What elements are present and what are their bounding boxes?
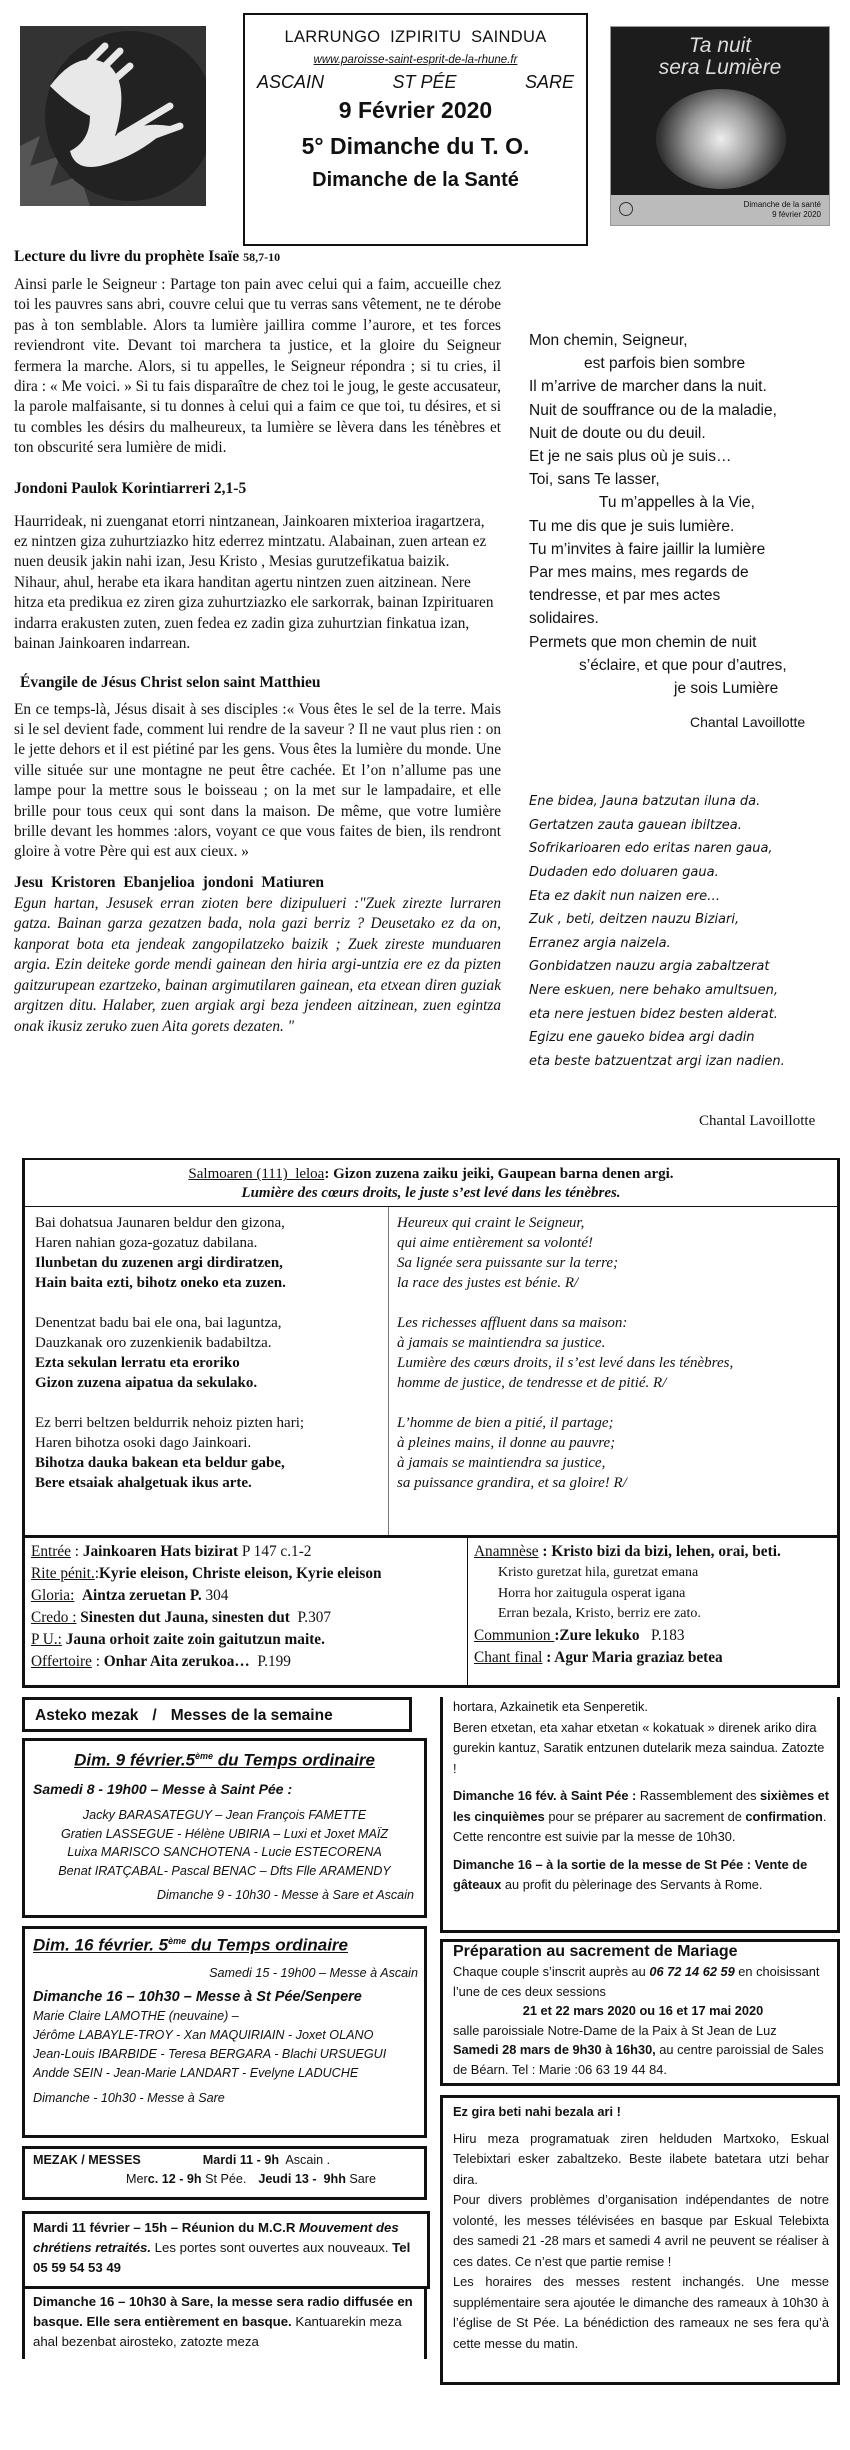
psalm-stanza xyxy=(35,1413,384,1493)
poem-author: Chantal Lavoillotte xyxy=(699,1113,816,1130)
poem-line: Gertatzen zauta gauean ibiltzea. xyxy=(529,817,742,833)
sunday-9-title: Dim. 9 février.5ème du Temps ordinaire xyxy=(74,1751,375,1771)
mcr-meeting-box: Mardi 11 février – 15h – Réunion du M.C.R Mouvement des chrétiens retraités. Les portes sont ouvertes aux nouveaux. Tel 05 59 54 53 49 xyxy=(22,2211,430,2289)
poem-line: solidaires. xyxy=(529,610,599,628)
lights-illustration xyxy=(656,89,786,189)
poem-line: Gonbidatzen nauzu argia zabaltzerat xyxy=(529,959,770,975)
chant-page: 304 xyxy=(201,1587,229,1605)
reading-corinthians xyxy=(14,479,501,655)
village-st-pee: ST PÉE xyxy=(392,72,457,92)
radio-mass-box: Dimanche 16 – 10h30 à Sare, la messe sera radio diffusée en basque. Elle sera entièrement en basque. Kantuarekin meza ahal bezenbat airosteko, zatozte meza xyxy=(22,2289,427,2359)
chant-title: Kyrie eleison, Christe eleison, Kyrie eleison xyxy=(98,1565,382,1583)
chant-title: Onhar Aita zerukoa… xyxy=(103,1653,250,1671)
intentions-list xyxy=(33,2007,424,2083)
psalm-stanza xyxy=(35,1313,384,1393)
psalm-box xyxy=(22,1158,840,1538)
poem-line: Dudaden edo doluaren gaua. xyxy=(529,865,719,881)
poster-image xyxy=(610,26,830,226)
lower-left-column xyxy=(22,1697,430,2359)
confirmation-notice: Dimanche 16 fév. à Saint Pée : Rassemblement des sixièmes et les cinquièmes pour se préparer au sacrement de confirmation. Cette rencontre est suivie par la messe de 10h30. xyxy=(453,1788,830,1845)
chant-page: P.307 xyxy=(289,1609,332,1627)
poems-column xyxy=(529,247,840,1130)
poem-line: Nuit de souffrance ou de la maladie, xyxy=(529,401,777,419)
chant-item xyxy=(31,1607,463,1629)
poem-line: eta beste batzuentzat argi izan nadien. xyxy=(529,1053,785,1069)
gospel-eu xyxy=(14,873,501,1038)
sunday-9-mass: Dimanche 9 - 10h30 - Messe à Sare et Ascain xyxy=(156,1888,414,1903)
poem-line: Mon chemin, Seigneur, xyxy=(529,332,688,349)
chant-label: Entrée xyxy=(31,1543,71,1561)
gospel-fr xyxy=(14,673,501,863)
psalm-line: Les richesses affluent dans sa maison: xyxy=(397,1315,628,1332)
psalm-line: Heureux qui craint le Seigneur, xyxy=(397,1215,585,1232)
sunday-9-box xyxy=(22,1738,427,1918)
chant-sep: : xyxy=(91,1653,104,1671)
chants-right xyxy=(468,1538,837,1685)
chant-page: P 147 c.1-2 xyxy=(238,1543,312,1561)
chant-title: Jauna orhoit zaite zoin gaitutzun maite. xyxy=(65,1631,325,1649)
cake-sale-notice: Dimanche 16 – à la sortie de la messe de St Pée : Vente de gâteaux au profit du pèlerinage des Servants à Rome. xyxy=(453,1856,808,1893)
psalm-stanza xyxy=(397,1413,833,1493)
chant-label: P U.: xyxy=(31,1631,62,1649)
chant-label: Gloria: xyxy=(31,1587,75,1605)
communion-label: Communion xyxy=(474,1626,555,1644)
radio-continued-box: hortara, Azkainetik eta Senperetik. Beren etxetan, eta xahar etxetan « kokatuak » direnek ariko dira gurekin kantuz, Saratik entzunen dutelarik meza saindua. Zatozte ! Dimanche 16 fév. à Saint Pée : Rassemblement des sixièmes et les cinquièmes pour se préparer au sacrement de confirmation. Cette rencontre est suivie par la messe de 10h30. Dimanche 16 – à la sortie de la messe de St Pée : Vente de gâteaux au profit du pèlerinage des Servants à Rome. xyxy=(440,1697,840,1933)
intention-line: Marie Claire LAMOTHE (neuvaine) – xyxy=(33,2009,239,2024)
psalm-line: Gizon zuzena aipatua da sekulako. xyxy=(35,1375,258,1392)
poem-line: Il m’arrive de marcher dans la nuit. xyxy=(529,378,767,396)
poem-line: Nuit de doute ou du deuil. xyxy=(529,424,706,442)
poem-line: eta nere jestuen bidez besten alderat. xyxy=(529,1006,778,1022)
poem-line: Ene bidea, Jauna batzutan iluna da. xyxy=(529,794,761,810)
poem-line: tendresse, et par mes actes xyxy=(529,587,721,605)
header-area xyxy=(0,0,850,247)
sunday-theme: Dimanche de la Santé xyxy=(312,169,519,191)
reading-title: Évangile de Jésus Christ selon saint Matthieu xyxy=(20,673,321,691)
bulletin-date: 9 Février 2020 xyxy=(338,97,493,123)
saturday-8-mass: Samedi 8 - 19h00 – Messe à Saint Pée : xyxy=(33,1781,293,1798)
marriage-title: Préparation au sacrement de Mariage xyxy=(453,1943,738,1961)
chant-label: Credo : xyxy=(31,1609,77,1627)
poster-title-1: Ta nuit xyxy=(688,34,752,57)
chant-item xyxy=(31,1541,463,1563)
poem-line: Eta ez dakit nun naizen ere… xyxy=(529,888,721,904)
saturday-15-mass: Samedi 15 - 19h00 – Messe à Ascain xyxy=(209,1966,418,1981)
poster-footer-1: Dimanche de la santé xyxy=(743,200,821,209)
poster-title-2: sera Lumière xyxy=(658,56,782,79)
psalm-line: à jamais se maintiendra sa justice. xyxy=(397,1335,606,1352)
poem-line: Zuk , beti, deitzen nauzu Biziari, xyxy=(529,912,740,928)
poem-author: Chantal Lavoillotte xyxy=(690,714,806,731)
lower-section xyxy=(0,1697,850,2385)
tv-masses-title: Ez gira beti nahi bezala ari ! xyxy=(453,2104,621,2120)
psalm-refrain-eu: : Gizon zuzena zaiku jeiki, Gaupean barna denen argi. xyxy=(324,1166,674,1183)
lower-right-column xyxy=(440,1697,840,2385)
psalm-line: à pleines mains, il donne au pauvre; xyxy=(397,1435,616,1452)
communion-page: P.183 xyxy=(639,1626,685,1644)
psalm-line: Ilunbetan du zuzenen argi dirdiratzen, xyxy=(35,1255,283,1272)
marriage-phone[interactable]: 06 72 14 62 59 xyxy=(649,1964,735,1980)
cef-logo-icon xyxy=(619,202,633,216)
poem-line: Et je ne sais plus où je suis… xyxy=(529,448,732,466)
poem-french xyxy=(529,329,840,700)
psalm-line: Bai dohatsua Jaunaren beldur den gizona, xyxy=(35,1215,285,1232)
anamnese-line: Horra hor zaitugula osperat igana xyxy=(498,1585,686,1601)
psalm-line: qui aime entièrement sa volonté! xyxy=(397,1235,594,1252)
intention-line: Jean-Louis IBARBIDE - Teresa BERGARA - Blachi URSUEGUI xyxy=(33,2047,387,2062)
marriage-dates: 21 et 22 mars 2020 ou 16 et 17 mai 2020 xyxy=(522,2003,764,2019)
sunday-16-mass: Dimanche 16 – 10h30 – Messe à St Pée/Senpere xyxy=(33,1989,362,2006)
psalm-stanza xyxy=(397,1213,833,1293)
poem-line: s’éclaire, et que pour d’autres, xyxy=(579,656,787,674)
anamnese-title: : Kristo bizi da bizi, lehen, orai, beti. xyxy=(538,1543,781,1561)
village-ascain: ASCAIN xyxy=(257,72,325,92)
communion-title: :Zure lekuko xyxy=(554,1626,640,1644)
intention-line: Andde SEIN - Jean-Marie LANDART - Evelyne LADUCHE xyxy=(33,2066,359,2081)
intentions-list xyxy=(25,1806,424,1880)
readings-column xyxy=(14,247,501,1037)
chant-title: Aintza zeruetan P. xyxy=(82,1587,202,1605)
poem-line: est parfois bien sombre xyxy=(584,355,746,373)
chant-item xyxy=(31,1563,463,1585)
final-title: : Agur Maria graziaz betea xyxy=(542,1648,723,1666)
psalm-line: Hain baita ezti, bihotz oneko eta zuzen. xyxy=(35,1275,286,1292)
psalm-stanza xyxy=(35,1213,384,1293)
chant-label: Offertoire xyxy=(31,1653,92,1671)
header-box xyxy=(243,13,588,246)
reading-text: Haurrideak, ni zuenganat etorri nintzanean, Jainkoaren mixterioa iragartzera, ez nintzen giza zuhurtziazko hitz ederrez mintzatu. Alabainan, zuen artean ez nuen deusik jakin nahi izan, Jesu Kristo , Mesias gurutzefikatua baizik. Nihaur, ahul, herabe eta ikara handitan agertu nintzen zuen aitzinean. Nere hitza eta predikua ez ziren giza zuhurtziazko ele sarkorrak, bainan Izpirituaren indarra erakusten zuten, zuen fedea ez zadin giza zuhurtzian finkatua izan, bainan Jainkoaren indarrean. xyxy=(14,512,494,653)
psalm-line: Ezta sekulan lerratu eta eroriko xyxy=(35,1355,240,1372)
poster-footer-2: 9 février 2020 xyxy=(772,210,821,219)
chant-title: Jainkoaren Hats bizirat xyxy=(82,1543,239,1561)
poem-line: Toi, sans Te lasser, xyxy=(529,471,660,489)
chant-page: P.199 xyxy=(249,1653,291,1671)
dove-icon xyxy=(20,26,206,206)
intention-line: Gratien LASSEGUE - Hélène UBIRIA – Luxi et Joxet MAÏZ xyxy=(60,1826,389,1841)
psalm-stanza xyxy=(397,1313,833,1393)
poem-line: Par mes mains, mes regards de xyxy=(529,564,749,582)
anamnese-label: Anamnèse xyxy=(474,1543,539,1561)
psalm-line: sa puissance grandira, et sa gloire! R/ xyxy=(397,1475,627,1492)
chants-left xyxy=(25,1538,468,1685)
anamnese-line: Kristo guretzat hila, guretzat emana xyxy=(498,1565,699,1581)
psalm-line: Ez berri beltzen beldurrik nehoiz pizten hari; xyxy=(35,1415,305,1432)
psalm-line: Haren nahian goza-gozatuz dabilana. xyxy=(35,1235,258,1252)
poem-line: Sofrikarioaren edo eritas naren gaua, xyxy=(529,841,773,857)
intention-line: Jacky BARASATEGUY – Jean François FAMETTE xyxy=(82,1808,367,1823)
psalm-line: Lumière des cœurs droits, il s’est levé dans les ténèbres, xyxy=(397,1355,734,1372)
reading-title: Jondoni Paulok Korintiarreri 2,1-5 xyxy=(14,479,247,497)
chant-item xyxy=(31,1629,463,1651)
psalm-line: Denentzat badu bai ele ona, bai laguntza, xyxy=(35,1315,282,1332)
poem-line: Tu m’invites à faire jaillir la lumière xyxy=(529,540,766,558)
villages xyxy=(245,72,586,93)
poem-line: je sois Lumière xyxy=(674,680,779,698)
reading-text: En ce temps-là, Jésus disait à ses disciples :« Vous êtes le sel de la terre. Mais si le sel devient fade, comment lui rendre de la saveur ? Il ne vaut plus rien : on le jette dehors et il est piétiné par les gens. Vous êtes la lumière du monde. Une ville située sur une montagne ne peut être cachée. Et l’on n’allume pas une lampe pour la mettre sous le boisseau ; on la met sur le lampadaire, et elle brille pour tous ceux qui sont dans la maison. De même, que votre lumière brille devant les hommes :alors, voyant ce que vous faites de bien, ils rendront gloire à votre Père qui est aux cieux. » xyxy=(14,700,501,861)
psalm-line: Bihotza dauka bakean eta beldur gabe, xyxy=(35,1455,285,1472)
chant-sep xyxy=(74,1587,82,1604)
psalm-line: Bere etsaiak ahalgetuak ikus arte. xyxy=(35,1475,252,1492)
weekday-masses-box: MEZAK / MESSES Mardi 11 - 9h Ascain . Merc. 12 - 9h St Pée. Jeudi 13 - 9hh Sare xyxy=(22,2146,427,2200)
chant-title: Sinesten dut Jauna, sinesten dut xyxy=(80,1609,290,1627)
chant-sep: : xyxy=(70,1543,83,1561)
anamnese-line: Erran bezala, Kristo, berriz ere zato. xyxy=(498,1606,701,1622)
sunday-16-title: Dim. 16 février. 5ème du Temps ordinaire xyxy=(33,1936,348,1956)
liturgical-sunday: 5° Dimanche du T. O. xyxy=(301,133,530,159)
psalm-line: homme de justice, de tendresse et de pitié. R/ xyxy=(397,1375,667,1392)
intention-line: Jérôme LABAYLE-TROY - Xan MAQUIRIAIN - Joxet OLANO xyxy=(33,2028,374,2043)
chant-sep: : xyxy=(94,1565,99,1583)
psalm-line: Haren bihotza osoki dago Jainkoari. xyxy=(35,1435,252,1452)
psalm-line: la race des justes est bénie. R/ xyxy=(397,1275,579,1292)
poem-line: Egizu ene gaueko bidea argi dadin xyxy=(529,1030,755,1046)
psalm-refrain-fr: Lumière des cœurs droits, le juste s’est levé dans les ténèbres. xyxy=(241,1185,621,1202)
reading-isaiah xyxy=(14,247,501,459)
psalm-line: à jamais se maintiendra sa justice, xyxy=(397,1455,606,1472)
intention-line: Benat IRATÇABAL- Pascal BENAC – Dfts Flle ARAMENDY xyxy=(58,1863,391,1878)
reading-text: Egun hartan, Jesusek erran zioten bere dizipulueri :"Zuek zirezte lurraren gatza. Bainan garza gezatzen bada, nola gazi berriz ? Deusetako ez da on, kanporat bota eta jendeak zangopilatzeko baizik ; Zuek zireste munduaren argia. Ezin deiteke gorde mendi gainean den hiria argi-untzia ere ez da pizten gaitzurupean ezartzeko, bainan argimutilaren gainean, eta etxean diren guziak argitzen ditu. Halaber, zuen argiak argi beza jendeen aitzinean, zuen egintza onak ikusiz zeruko zuen Aita gorets dezaten. " xyxy=(14,894,501,1035)
readings-and-poems xyxy=(0,247,850,1130)
dove-image xyxy=(20,26,206,206)
psalm-line: Dauzkanak oro zuzenkienik badabiltza. xyxy=(35,1335,272,1352)
poem-line: Erranez argia naizela. xyxy=(529,935,671,951)
sunday-sare-mass: Dimanche - 10h30 - Messe à Sare xyxy=(33,2091,225,2106)
poem-line: Permets que mon chemin de nuit xyxy=(529,633,757,651)
intention-line: Luixa MARISCO SANCHOTENA - Lucie ESTECORENA xyxy=(67,1845,382,1860)
psalm-basque-column xyxy=(25,1207,389,1535)
reading-title: Jesu Kristoren Ebanjelioa jondoni Matiuren xyxy=(14,873,324,891)
poem-line: Tu me dis que je suis lumière. xyxy=(529,517,735,535)
village-sare: SARE xyxy=(524,72,574,92)
poem-basque xyxy=(529,790,840,1073)
poem-line: Nere eskuen, nere behako amultsuen, xyxy=(529,983,778,998)
website-link[interactable]: www.paroisse-saint-esprit-de-la-rhune.fr xyxy=(313,54,518,66)
reading-text: Ainsi parle le Seigneur : Partage ton pain avec celui qui a faim, accueille chez toi les pauvres sans abri, couvre celui que tu verras sans vêtement, ne te dérobe pas à ton semblable. Alors ta lumière jaillira comme l’aurore, et tes forces reviendront vite. Devant toi marchera ta justice, et la gloire du Seigneur fermera la marche. Alors, si tu appelles, le Seigneur répondra ; si tu cries, il dira : « Me voici. » Si tu fais disparaître de chez toi le joug, le geste accusateur, la parole malfaisante, si tu donnes à celui qui a faim ce que toi, tu désires, et si tu combles les désirs du malheureux, ta lumière se lèvera dans les ténèbres et ton obscurité sera lumière de midi. xyxy=(14,276,501,457)
psalm-french-column xyxy=(389,1207,837,1535)
parish-name: LARRUNGO IZPIRITU SAINDUA xyxy=(284,28,547,46)
chant-item xyxy=(31,1651,463,1673)
chant-label: Rite pénit. xyxy=(31,1565,95,1583)
tv-masses-box: Ez gira beti nahi bezala ari ! Hiru meza programatuak ziren helduden Martxoko, Eskual Telebixtari esker zabaltzeko. Beste ilabete batetara utzi behar dira. Pour divers problèmes d’organisation indépendantes de notre volonté, les messes télévisées en basque par Eskual Telebixta des samedi 21 -28 mars et samedi 4 avril ne peuvent se réaliser à ces dates. Ce n’est que partie remise ! Les horaires des messes restent inchangés. Une messe supplémentaire sera ajoutée le dimanche des rameaux à 10h30 à l’église de St Pée. La bénédiction des rameaux ne ses fera qu’à cette messe du matin. xyxy=(440,2095,840,2385)
week-masses-title: Asteko mezak / Messes de la semaine xyxy=(22,1697,412,1732)
marriage-prep-box: Préparation au sacrement de Mariage Chaque couple s’inscrit auprès au 06 72 14 62 59 en choisissant l’une de ces deux sessions 21 et 22 mars 2020 ou 16 et 17 mai 2020 salle paroissiale Notre-Dame de la Paix à St Jean de Luz Samedi 28 mars de 9h30 à 16h30, au centre paroissial de Sales de Béarn. Tel : Marie :06 63 19 44 84. xyxy=(440,1939,840,2086)
psalm-line: Sa lignée sera puissante sur la terre; xyxy=(397,1255,619,1272)
chant-item xyxy=(31,1585,463,1607)
sunday-16-box xyxy=(22,1926,427,2138)
final-label: Chant final xyxy=(474,1648,543,1666)
psalm-line: L’homme de bien a pitié, il partage; xyxy=(397,1415,614,1432)
poem-line: Tu m’appelles à la Vie, xyxy=(599,494,755,512)
psalm-label: Salmoaren (111) leloa xyxy=(188,1166,325,1183)
reading-title: Lecture du livre du prophète Isaïe 58,7-10 xyxy=(14,248,281,265)
chants-box xyxy=(22,1538,840,1688)
